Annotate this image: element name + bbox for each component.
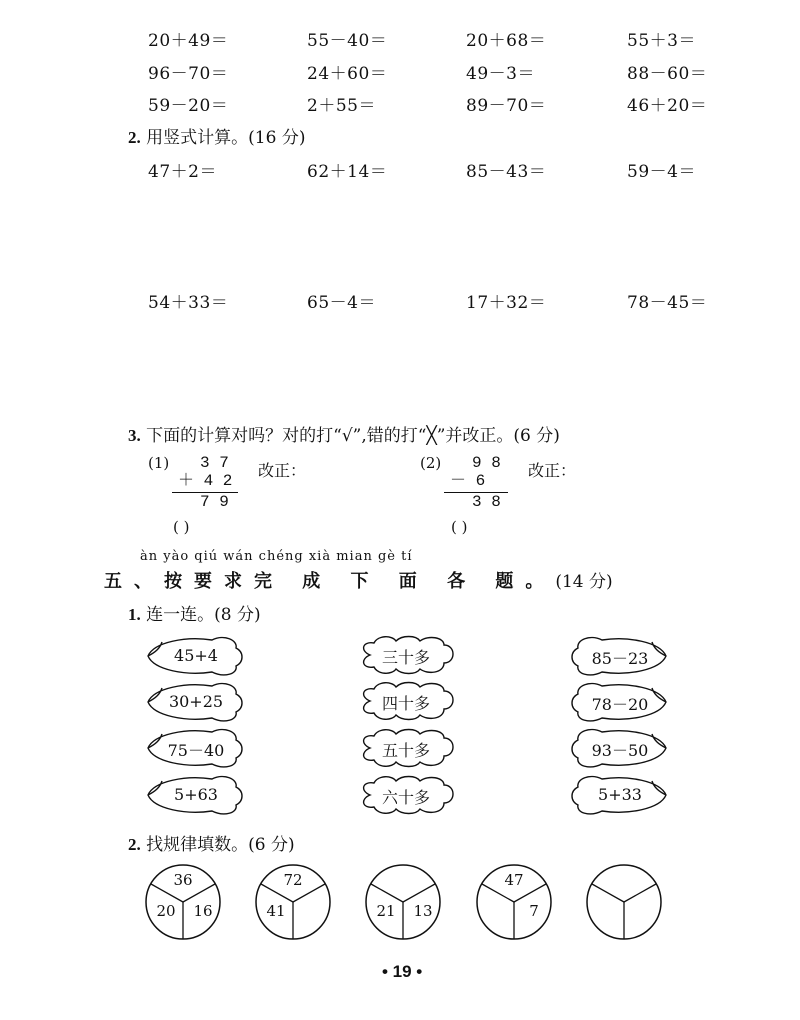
left-expression[interactable]: 45+4: [174, 646, 218, 665]
circle-left-number: 20: [156, 902, 176, 920]
equation: 62＋14＝: [307, 162, 388, 182]
circle-top-number: 36: [173, 871, 193, 889]
vertical-operand: ＋ 4 2: [178, 472, 233, 490]
range-label[interactable]: 三十多: [381, 648, 430, 667]
question-text: 用竖式计算。(16 分): [146, 128, 306, 148]
correction-label: 改正：: [528, 461, 577, 480]
left-expression[interactable]: 5+63: [174, 785, 218, 804]
item-label: (2): [420, 454, 442, 472]
equation: 85－43＝: [466, 162, 547, 182]
vertical-operand: － 6: [450, 472, 486, 490]
pattern-circle-5: [587, 865, 661, 939]
item-label: (1): [148, 454, 170, 472]
range-label[interactable]: 五十多: [381, 741, 430, 760]
equation: 55－40＝: [307, 31, 388, 51]
circle-right-number: 16: [193, 902, 213, 920]
equation: 89－70＝: [466, 96, 547, 116]
question-number: 2.: [128, 835, 141, 854]
right-expression[interactable]: 78－20: [591, 695, 649, 714]
circle-top-number: 72: [283, 871, 303, 889]
equation: 20＋49＝: [148, 31, 229, 51]
equation: 17＋32＝: [466, 293, 547, 313]
circle-top-number: 47: [504, 871, 524, 889]
question-number: 2.: [128, 128, 141, 147]
question-text: 找规律填数。(6 分): [146, 835, 295, 855]
equation: 46＋20＝: [627, 96, 708, 116]
question-text: 连一连。(8 分): [146, 605, 261, 625]
equation: 20＋68＝: [466, 31, 547, 51]
circle-left-number: 21: [376, 902, 396, 920]
circle-left-number: 41: [266, 902, 286, 920]
question-5-2-title: [128, 830, 295, 855]
equation: 55＋3＝: [627, 31, 696, 51]
correction-label: 改正：: [258, 461, 307, 480]
question-number: 3.: [128, 426, 141, 445]
equation: 96－70＝: [148, 64, 229, 84]
circle-right-number: 13: [413, 902, 433, 920]
page-number: • 19 •: [382, 962, 423, 981]
section-points: (14 分): [555, 572, 613, 592]
equation: 78－45＝: [627, 293, 708, 313]
equation: 24＋60＝: [307, 64, 388, 84]
equation: 59－20＝: [148, 96, 229, 116]
left-expression[interactable]: 30+25: [168, 692, 224, 711]
equation: 49－3＝: [466, 64, 535, 84]
answer-parentheses[interactable]: ( ): [451, 518, 468, 536]
left-expression[interactable]: 75－40: [167, 741, 225, 760]
question-number: 1.: [128, 605, 141, 624]
equation: 65－4＝: [307, 293, 376, 313]
equation: 47＋2＝: [148, 162, 217, 182]
vertical-result: 7 9: [200, 493, 229, 511]
question-text: 下面的计算对吗？对的打“√”,错的打“╳”并改正。(6 分): [146, 426, 560, 446]
answer-parentheses[interactable]: ( ): [173, 518, 190, 536]
equation: 59－4＝: [627, 162, 696, 182]
vertical-top: 3 7: [200, 454, 229, 472]
range-label[interactable]: 四十多: [381, 694, 430, 713]
equation: 88－60＝: [627, 64, 708, 84]
section-title-text: 五、按要求完 成 下 面 各 题。: [104, 571, 556, 592]
right-expression[interactable]: 85－23: [591, 649, 649, 668]
right-expression[interactable]: 5+33: [598, 785, 642, 804]
right-expression[interactable]: 93－50: [591, 741, 649, 760]
circle-right-number: 7: [529, 902, 539, 920]
vertical-result: 3 8: [472, 493, 501, 511]
vertical-top: 9 8: [472, 454, 501, 472]
range-label[interactable]: 六十多: [381, 788, 430, 807]
equation: 2＋55＝: [307, 96, 376, 116]
equation: 54＋33＝: [148, 293, 229, 313]
section-pinyin: àn yào qiú wán chéng xià mian gè tí: [140, 549, 413, 564]
